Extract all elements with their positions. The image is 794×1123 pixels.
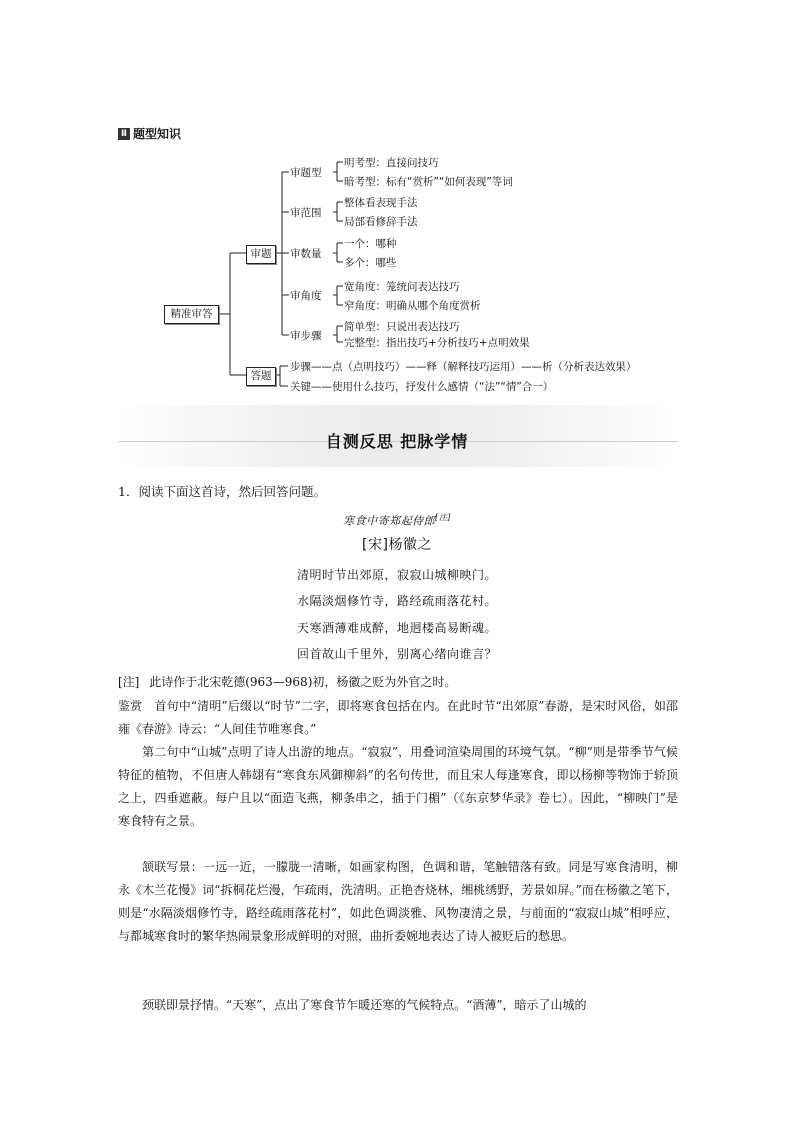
mindmap-item: 简单型：只说出表达技巧 — [344, 321, 460, 333]
poem-line: 清明时节出郊原，寂寂山城柳映门。 — [296, 568, 497, 582]
group-label-shenbuzhou: 审步骤 — [290, 330, 322, 342]
mindmap-root: 精准审答 — [164, 305, 219, 324]
mindmap-dati: 答题 — [246, 367, 276, 386]
group-label-shenfanwei: 审范围 — [290, 207, 322, 219]
mindmap-item: 局部看修辞手法 — [344, 216, 418, 228]
mindmap-item: 暗考型：标有“赏析”“如何表现”等词 — [344, 176, 513, 188]
mindmap-item: 整体看表现手法 — [344, 197, 418, 209]
mindmap-item: 明考型：直接问技巧 — [344, 157, 439, 169]
mindmap-item: 宽角度：笼统问表达技巧 — [344, 281, 460, 293]
group-label-shenjiaodu: 审角度 — [290, 290, 322, 302]
paragraph-appreciation-3: 颔联写景：一远一近，一朦胧一清晰，如画家构图，色调和谐，笔触错落有致。同是写寒食清明，柳永《木兰花慢》词“拆桐花烂漫，乍疏雨，洗清明。正艳杏烧林，缃桃绣野，芳景如屏。”而在杨徽之笔下，则是“水隔淡烟修竹寺，路经疏雨落花村”，如此色调淡雅、风物凄清之景，与前面的“寂寂山城”相呼应，与都城寒食时的繁华热闹景象形成鲜明的对照，曲折委婉地表达了诗人被贬后的愁思。 — [118, 860, 678, 943]
section-title: 题型知识 — [133, 127, 182, 141]
mindmap-shenti: 审题 — [246, 245, 276, 264]
group-label-shentixing: 审题型 — [290, 167, 322, 179]
answer-steps: 步骤——点（点明技巧）——释（解释技巧运用）——析（分析表达效果） — [290, 361, 637, 373]
poem-line: 水隔淡烟修竹寺，路经疏雨落花村。 — [296, 594, 497, 608]
poem-title-line — [0, 512, 794, 529]
mindmap-item: 完整型：指出技巧+分析技巧+点明效果 — [344, 337, 530, 349]
note-label: [注] — [118, 675, 140, 689]
poem-author: [宋]杨徽之 — [362, 537, 432, 553]
poem-title: 寒食中寄郑起侍郎 — [343, 514, 436, 528]
mindmap-item: 多个：哪些 — [344, 257, 397, 269]
poem-line: 回首故山千里外，别离心绪向谁言？ — [296, 647, 497, 661]
paragraph-appreciation-2: 第二句中“山城”点明了诗人出游的地点。“寂寂”，用叠词渲染周围的环境气氛。“柳”则是带季节气候特征的植物，不但唐人韩翃有“寒食东风御柳斜”的名句传世，而且宋人每逢寒食，即以杨柳等物饰于轿顶之上，四垂遮蔽。每户且以“面造飞燕，柳条串之，插于门楣”（《东京梦华录》卷七）。因此，“柳映门”是寒食特有之景。 — [118, 745, 678, 828]
poem-note-mark: [注] — [435, 513, 451, 522]
banner-title: 自测反思 把脉学情 — [325, 432, 469, 451]
paragraph-appreciation-4: 颈联即景抒情。“天寒”，点出了寒食节乍暖还寒的气候特点。“酒薄”，暗示了山城的 — [142, 998, 587, 1012]
mindmap-item: 窄角度：明确从哪个角度赏析 — [344, 300, 481, 312]
section-marker-icon: Ⅱ — [118, 128, 130, 140]
note-text: 此诗作于北宋乾德(963—968)初，杨徽之贬为外官之时。 — [149, 675, 457, 689]
group-label-shenshuliang: 审数量 — [290, 248, 322, 260]
paragraph-appreciation-1: 鉴赏 首句中“清明”后缀以“时节”二字，即将寒食包括在内。在此时节“出郊原”春游，是宋时风俗，如邵雍《春游》诗云：“人间佳节唯寒食。” — [118, 699, 679, 736]
answer-key: 关键——使用什么技巧，抒发什么感情（“法”“情”合一） — [290, 381, 554, 393]
question-text: 1．阅读下面这首诗，然后回答问题。 — [118, 484, 326, 499]
mindmap-item: 一个：哪种 — [344, 238, 397, 250]
poem-line: 天寒酒薄难成醉，地迥楼高易断魂。 — [296, 621, 497, 635]
note-line — [118, 673, 456, 690]
